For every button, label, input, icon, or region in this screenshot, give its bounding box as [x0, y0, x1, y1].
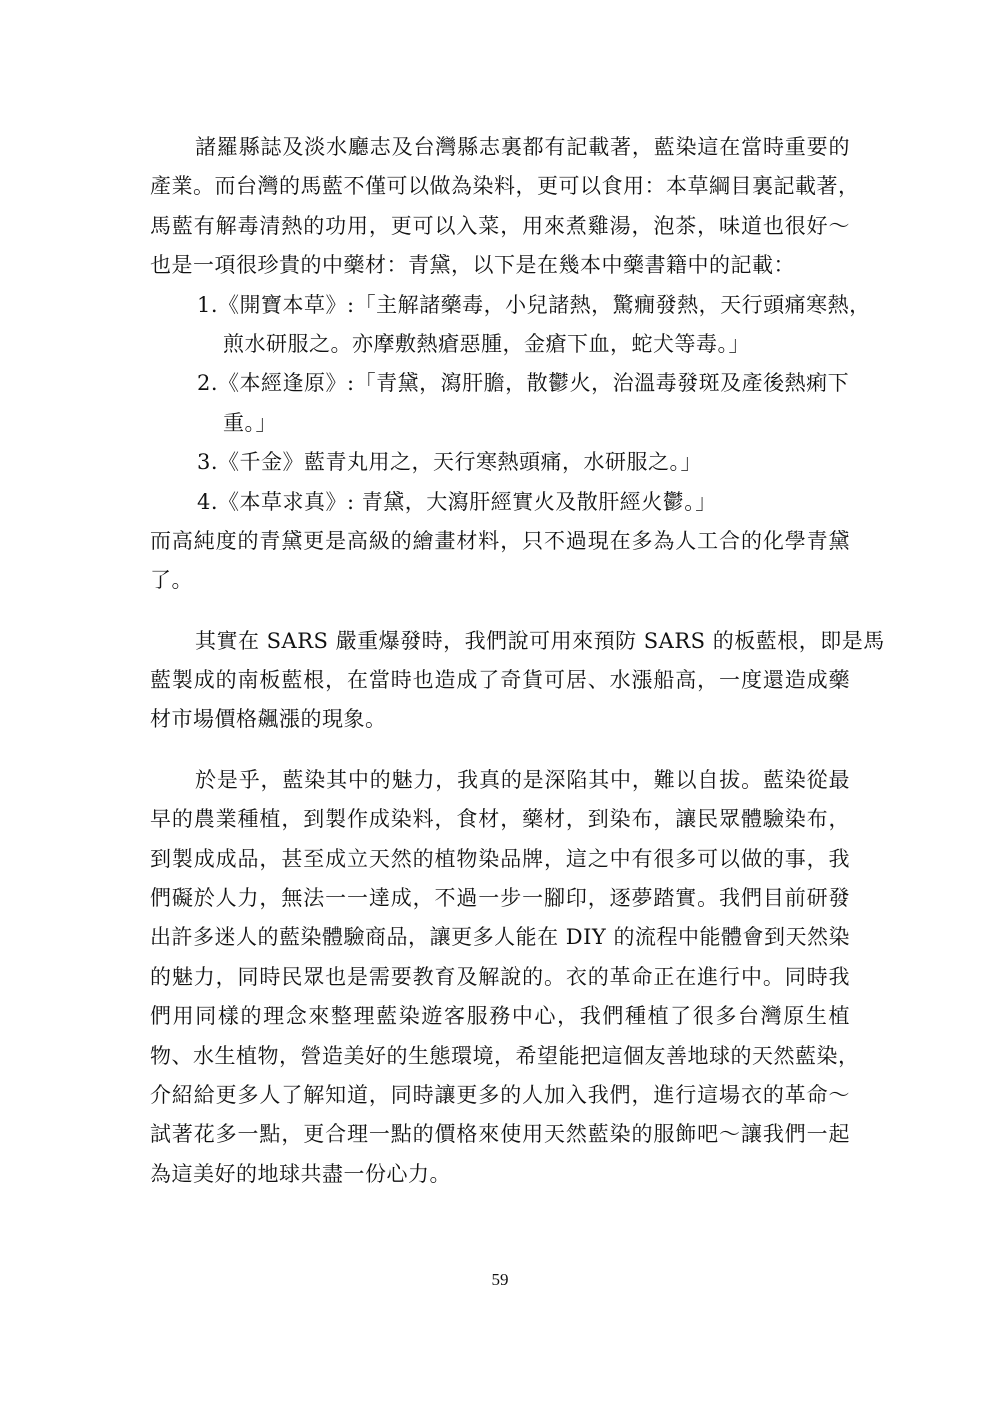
list-item-text: 重。」: [223, 410, 277, 435]
text-line: 馬藍有解毒清熱的功用，更可以入菜，用來煮雞湯，泡茶，味道也很好～: [150, 213, 850, 238]
paragraph-painting-material: [150, 522, 850, 601]
herbal-reference-list: [150, 286, 871, 522]
list-item: [150, 286, 871, 365]
text-line: 也是一項很珍貴的中藥材：青黛，以下是在幾本中藥書籍中的記載：: [150, 253, 795, 278]
document-page: [150, 128, 885, 1194]
text-line: 而高純度的青黛更是高級的繪畫材料，只不過現在多為人工合的化學青黛: [150, 528, 850, 553]
page-number: 59: [491, 1270, 509, 1289]
text-line: 試著花多一點，更合理一點的價格來使用天然藍染的服飾吧～讓我們一起: [150, 1122, 850, 1147]
text-line: 的魅力，同時民眾也是需要教育及解說的。衣的革命正在進行中。同時我: [150, 964, 850, 989]
text-line: 了。: [150, 568, 193, 593]
text-line: 早的農業種植，到製作成染料，食材，藥材，到染布，讓民眾體驗染布，: [150, 807, 850, 832]
text-line: 到製成成品，甚至成立天然的植物染品牌，這之中有很多可以做的事，我: [150, 846, 850, 871]
text-line: 諸羅縣誌及淡水廳志及台灣縣志裏都有記載著，藍染這在當時重要的: [195, 135, 850, 159]
text-line: 其實在 SARS 嚴重爆發時，我們說可用來預防 SARS 的板藍根，即是馬: [195, 628, 885, 653]
paragraph-sars: [150, 622, 885, 740]
text-line: 為這美好的地球共盡一份心力。: [150, 1161, 451, 1186]
text-line: 產業。而台灣的馬藍不僅可以做為染料，更可以食用：本草綱目裏記載著，: [150, 174, 860, 199]
list-item: [150, 364, 850, 443]
paragraph-indigo-charm: [150, 761, 860, 1194]
text-line: 們礙於人力，無法一一達成，不過一步一腳印，逐夢踏實。我們目前研發: [150, 886, 850, 911]
list-item: [150, 483, 850, 522]
list-item-text: 2.《本經逢原》:「青黛，瀉肝膽，散鬱火，治溫毒發斑及產後熱痢下: [197, 371, 850, 396]
text-line: 藍製成的南板藍根，在當時也造成了奇貨可居、水漲船高，一度還造成藥: [150, 668, 850, 693]
list-item-text: 煎水研服之。亦摩敷熱瘡惡腫，金瘡下血，蛇犬等毒。」: [223, 331, 750, 356]
text-line: 材市場價格飆漲的現象。: [150, 707, 387, 732]
text-line: 們用同樣的理念來整理藍染遊客服務中心，我們種植了很多台灣原生植: [150, 1004, 850, 1029]
text-line: 出許多迷人的藍染體驗商品，讓更多人能在 DIY 的流程中能體會到天然染: [150, 925, 850, 950]
list-item-text: 4.《本草求真》: 青黛，大瀉肝經實火及散肝經火鬱。」: [197, 489, 717, 514]
list-item-text: 3.《千金》藍青丸用之，天行寒熱頭痛，水研服之。」: [197, 450, 703, 475]
paragraph-history: [150, 128, 860, 286]
text-line: 物、水生植物，營造美好的生態環境，希望能把這個友善地球的天然藍染，: [150, 1043, 860, 1068]
text-line: 介紹給更多人了解知道，同時讓更多的人加入我們，進行這場衣的革命～: [150, 1082, 850, 1107]
list-item-text: 1.《開寶本草》:「主解諸藥毒，小兒諸熱，驚癇發熱，天行頭痛寒熱，: [197, 292, 871, 317]
list-item: [150, 443, 850, 482]
text-line: 於是乎，藍染其中的魅力，我真的是深陷其中，難以自拔。藍染從最: [195, 767, 850, 792]
